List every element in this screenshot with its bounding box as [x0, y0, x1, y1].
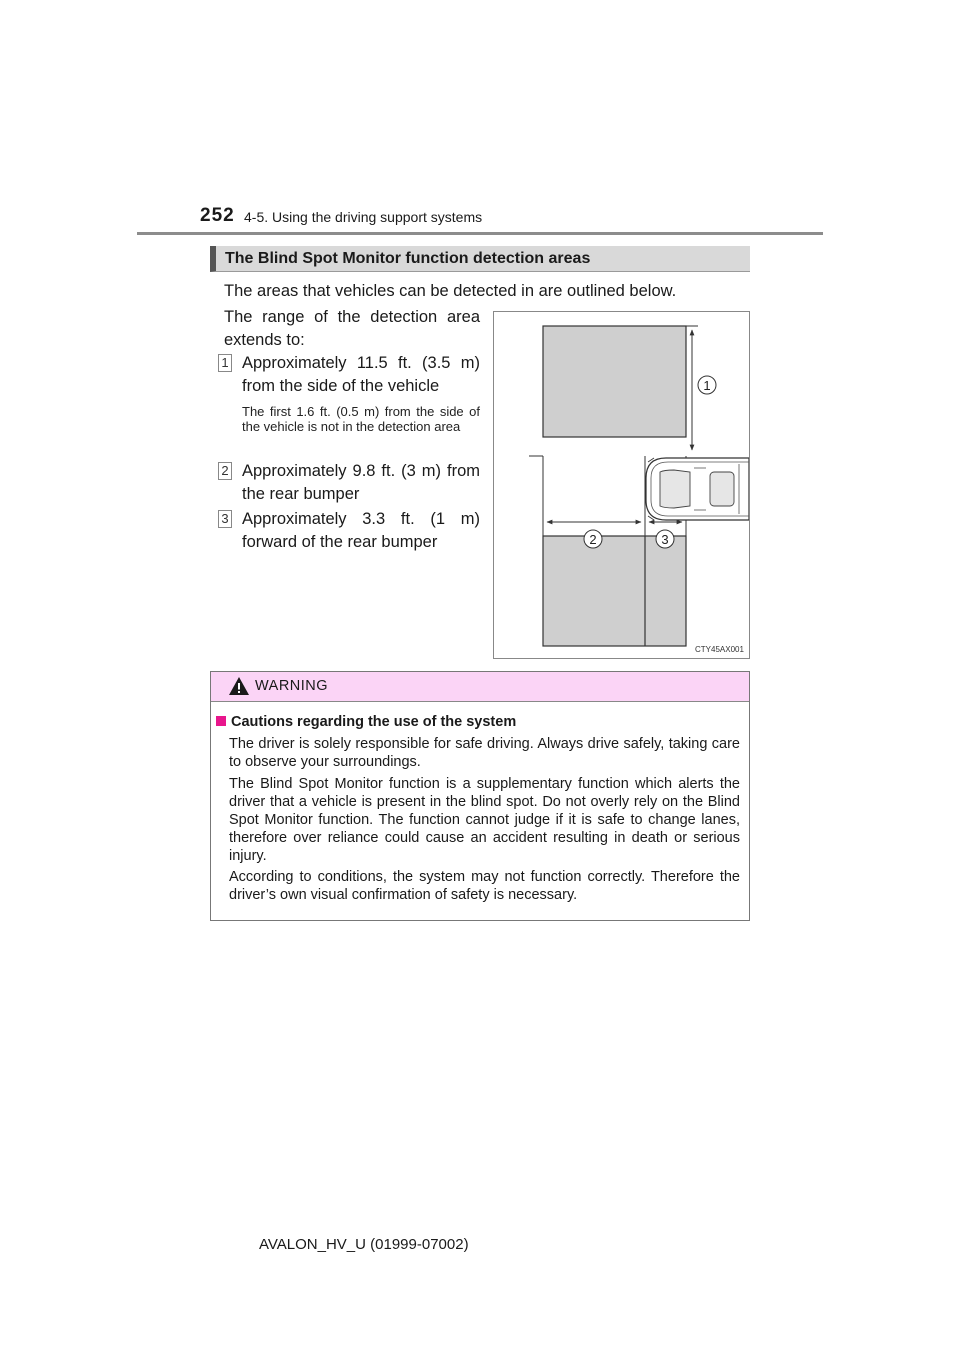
callout-2-label: 2 [589, 532, 597, 547]
warning-header [211, 672, 749, 702]
figure-code: CTY45AX001 [695, 645, 744, 654]
vehicle-icon [646, 458, 749, 520]
item-note-1: The first 1.6 ft. (0.5 m) from the side of the vehicle is not in the detection area [242, 404, 480, 434]
warning-heading [216, 714, 516, 730]
callout-1-label: 1 [703, 378, 711, 393]
list-item-3 [218, 508, 480, 554]
pink-square-bullet-icon [216, 716, 226, 726]
list-item-1 [218, 352, 480, 434]
warning-paragraph-1: The driver is solely responsible for safe driving. Always drive safely, taking care to observe your surroundings. [229, 736, 740, 770]
warning-box [210, 671, 750, 921]
section-title: 4-5. Using the driving support systems [244, 209, 483, 225]
warning-label: WARNING [255, 678, 329, 694]
item-number-2: 2 [218, 462, 232, 480]
page-number: 252 [200, 205, 235, 226]
item-text-3: Approximately 3.3 ft. (1 m) forward of the rear bumper [242, 510, 480, 551]
callout-1 [698, 376, 716, 394]
item-number-1: 1 [218, 354, 232, 372]
warning-paragraph-2: The Blind Spot Monitor function is a supplementary function which alerts the driver that a vehicle is present in the blind spot. Do not overly rely on the Blind Spot Monitor function. The function cannot judge if it is safe to change lanes, therefore over reliance could cause an accident resulting in death or serious injury. [229, 776, 740, 864]
intro-text: The areas that vehicles can be detected in are outlined below. [224, 282, 677, 300]
rear-detection-area [543, 536, 686, 646]
callout-2 [584, 530, 602, 548]
detection-area-figure [493, 311, 750, 659]
section-heading: The Blind Spot Monitor function detection areas [210, 246, 750, 272]
side-detection-area [543, 326, 686, 437]
warning-triangle-icon [228, 676, 250, 696]
footer-code: AVALON_HV_U (01999-07002) [259, 1236, 469, 1253]
callout-3 [656, 530, 674, 548]
callout-3-label: 3 [661, 532, 669, 547]
detection-area-diagram [494, 312, 749, 658]
header-rule [137, 232, 823, 235]
item-number-3: 3 [218, 510, 232, 528]
warning-paragraph-3: According to conditions, the system may not function correctly. Therefore the driver’s own visual confirmation of safety is necessary. [229, 869, 740, 903]
item-text-1: Approximately 11.5 ft. (3.5 m) from the side of the vehicle [242, 354, 480, 395]
item-text-2: Approximately 9.8 ft. (3 m) from the rear bumper [242, 462, 480, 503]
range-intro-text: The range of the detection area extends to: [224, 308, 480, 349]
warning-heading-text: Cautions regarding the use of the system [231, 714, 517, 730]
list-item-2 [218, 460, 480, 506]
